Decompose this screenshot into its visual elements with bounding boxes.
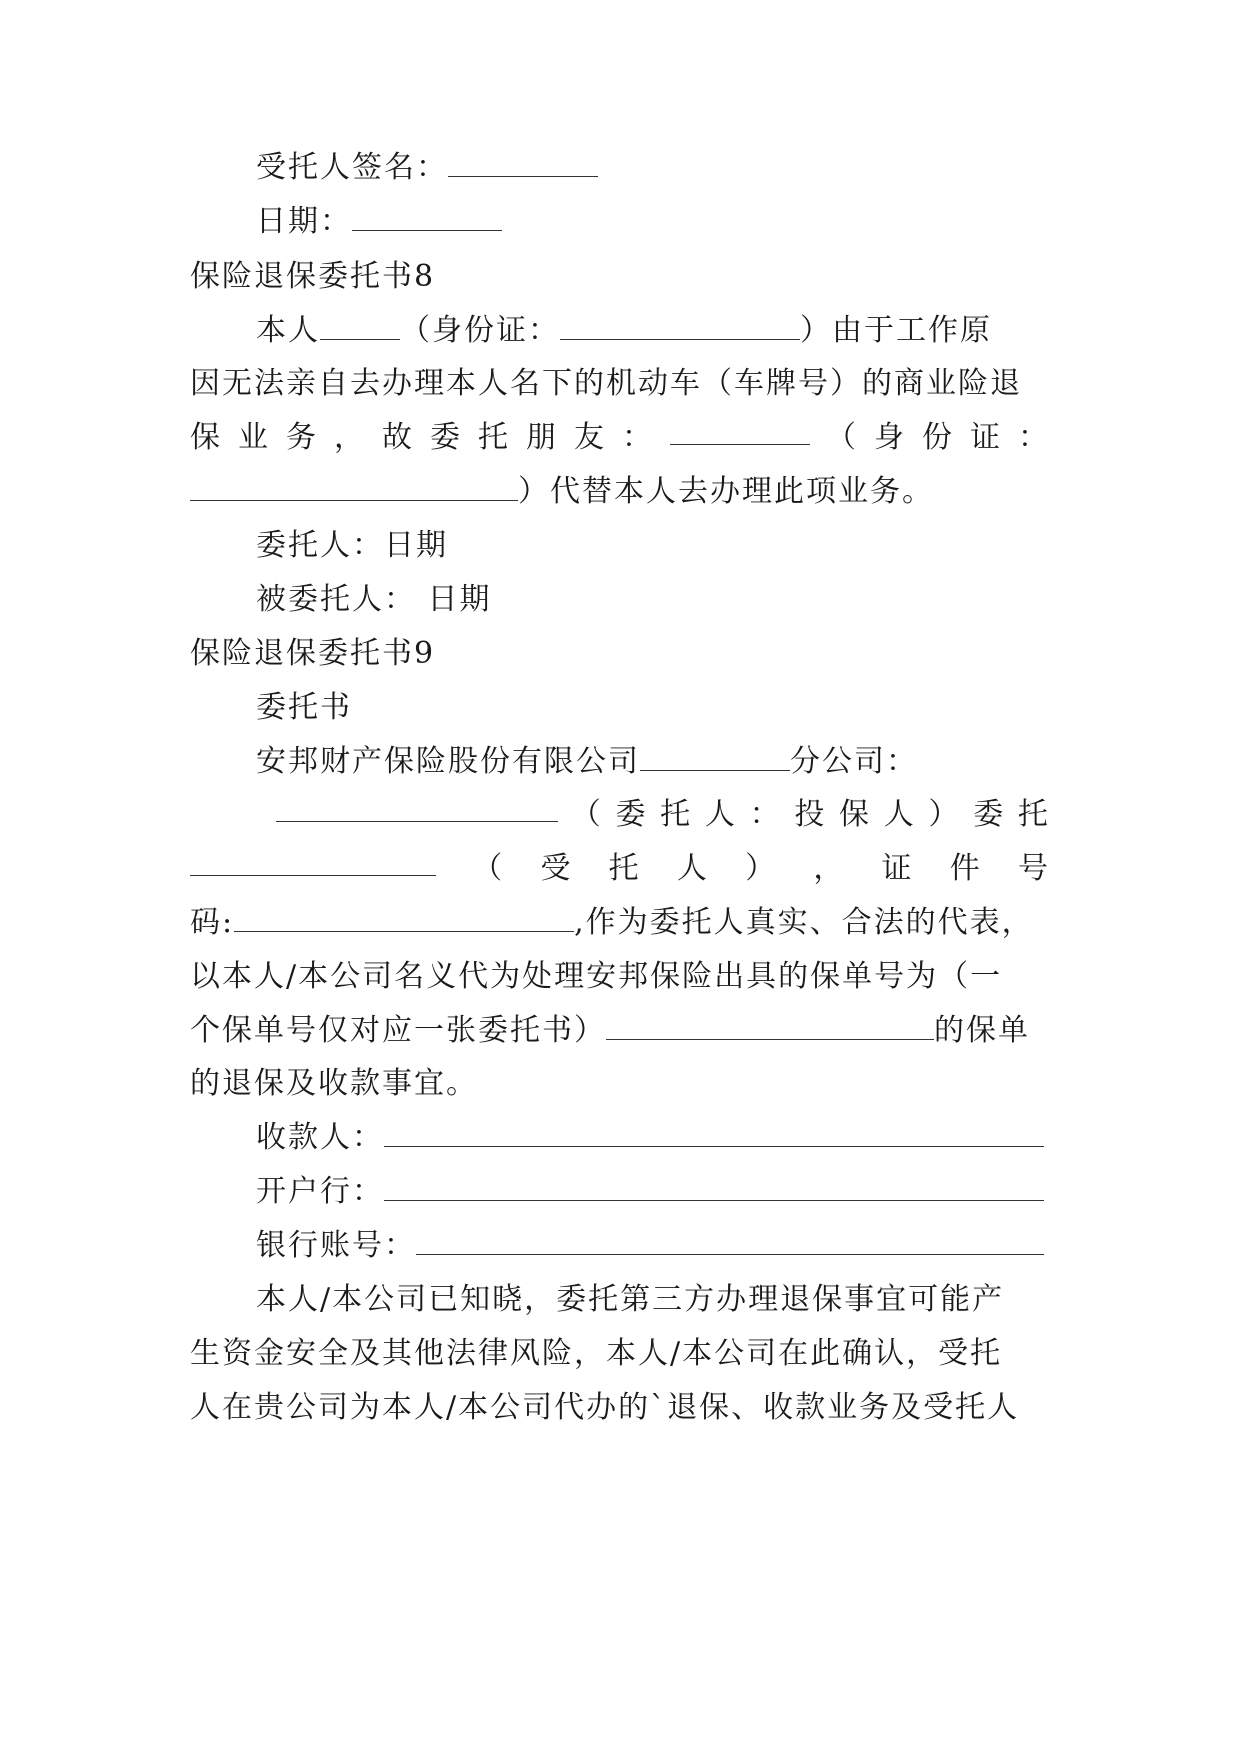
- doc8-char: 证: [970, 420, 1002, 455]
- doc8-para-line-3: [190, 418, 1050, 458]
- doc9-title: 保险退保委托书9: [190, 636, 436, 671]
- doc9-line-1: [276, 795, 1050, 835]
- doc8-char: 务: [286, 420, 318, 455]
- doc8-char: ，: [334, 420, 366, 455]
- date-blank[interactable]: [352, 204, 502, 231]
- doc8-agent-date: 被委托人： 日期: [256, 582, 492, 617]
- doc8-char: ：: [1018, 420, 1050, 455]
- doc8-char: 份: [922, 420, 954, 455]
- doc9-char: 人: [883, 797, 916, 832]
- doc9-line-4: 以本人/本公司名义代为处理安邦保险出具的保单号为（一: [190, 959, 1003, 994]
- doc8-id-label: （身份证：: [400, 313, 560, 348]
- doc9-representative-text: ,作为委托人真实、合法的代表，: [574, 905, 1034, 940]
- doc8-char: 业: [238, 420, 270, 455]
- doc9-bank-blank[interactable]: [384, 1174, 1044, 1201]
- date-line: [256, 202, 1050, 242]
- doc9-bank-line: [256, 1172, 1050, 1212]
- doc8-char: （: [826, 420, 858, 455]
- doc8-closing-text: ）代替本人去办理此项业务。: [518, 474, 934, 509]
- doc8-char: 友: [574, 420, 606, 455]
- doc8-char: ：: [622, 420, 654, 455]
- doc8-para-line-4: [190, 472, 1050, 512]
- doc9-char: 托: [660, 797, 693, 832]
- doc9-branch-blank[interactable]: [640, 744, 790, 771]
- doc9-account-label: 银行账号：: [256, 1228, 416, 1263]
- doc9-char: ）: [745, 851, 778, 886]
- doc9-policy-text: 个保单号仅对应一张委托书）: [190, 1013, 606, 1048]
- doc9-char: 号: [1017, 851, 1050, 886]
- doc9-branch-suffix: 分公司：: [790, 744, 918, 779]
- doc8-char: 身: [874, 420, 906, 455]
- doc8-self-label: 本人: [256, 313, 320, 348]
- doc8-char: 朋: [526, 420, 558, 455]
- doc9-line-3: [190, 903, 1050, 943]
- doc8-reason-text: ）由于工作原: [800, 313, 992, 348]
- doc9-char: （: [570, 797, 603, 832]
- doc9-char: 件: [949, 851, 982, 886]
- doc8-para-line-1: [256, 311, 1050, 351]
- trustee-signature-label: 受托人签名：: [256, 150, 448, 185]
- doc9-policy-suffix: 的保单: [934, 1013, 1030, 1048]
- doc9-line-6: 的退保及收款事宜。: [190, 1066, 478, 1101]
- doc9-notice-line-1: 本人/本公司已知晓，委托第三方办理退保事宜可能产: [256, 1282, 1005, 1317]
- doc9-notice-line-3: 人在贵公司为本人/本公司代办的`退保、收款业务及受托人: [190, 1390, 1020, 1425]
- doc9-char: （: [472, 851, 505, 886]
- doc9-char: 受: [540, 851, 573, 886]
- doc9-account-line: [256, 1226, 1050, 1266]
- doc8-friend-id-blank[interactable]: [190, 474, 518, 501]
- trustee-signature-line: [256, 148, 1050, 188]
- doc8-id-blank[interactable]: [560, 313, 800, 340]
- doc9-code-label: 码:: [190, 905, 235, 940]
- doc8-principal-date: 委托人：日期: [256, 528, 448, 563]
- doc9-char: 证: [881, 851, 914, 886]
- doc9-notice-line-2: 生资金安全及其他法律风险，本人/本公司在此确认，受托: [190, 1336, 1003, 1371]
- doc9-bank-label: 开户行：: [256, 1174, 384, 1209]
- doc8-title: 保险退保委托书8: [190, 259, 436, 294]
- doc9-line-2: [190, 849, 1050, 889]
- doc9-char: 托: [608, 851, 641, 886]
- doc9-principal-blank[interactable]: [276, 795, 558, 822]
- doc9-heading: 委托书: [256, 690, 352, 725]
- trustee-signature-blank[interactable]: [448, 150, 598, 177]
- doc8-friend-blank[interactable]: [670, 418, 810, 445]
- doc9-account-blank[interactable]: [416, 1228, 1044, 1255]
- doc9-trustee-blank[interactable]: [190, 849, 436, 876]
- doc8-char: 委: [430, 420, 462, 455]
- doc9-char: 委: [973, 797, 1006, 832]
- doc8-char: 故: [382, 420, 414, 455]
- doc8-char: 托: [478, 420, 510, 455]
- doc9-char: ）: [928, 797, 961, 832]
- doc9-char: ，: [813, 851, 846, 886]
- doc9-char: 人: [676, 851, 709, 886]
- doc8-name-blank[interactable]: [320, 313, 400, 340]
- doc9-char: 托: [1017, 797, 1050, 832]
- doc9-id-number-blank[interactable]: [234, 905, 574, 932]
- doc9-payee-line: [256, 1118, 1050, 1158]
- doc9-payee-blank[interactable]: [384, 1120, 1044, 1147]
- doc9-char: 委: [615, 797, 648, 832]
- doc9-char: ：: [749, 797, 782, 832]
- doc9-char: 保: [839, 797, 872, 832]
- doc9-payee-label: 收款人：: [256, 1120, 384, 1155]
- doc9-company-line: [256, 742, 1050, 782]
- doc9-char: 人: [704, 797, 737, 832]
- doc9-policy-number-blank[interactable]: [606, 1013, 934, 1040]
- date-label: 日期：: [256, 204, 352, 239]
- doc9-char: 投: [794, 797, 827, 832]
- doc8-para-line-2: 因无法亲自去办理本人名下的机动车（车牌号）的商业险退: [190, 366, 1022, 401]
- doc9-company-name: 安邦财产保险股份有限公司: [256, 744, 640, 779]
- doc8-char: 保: [190, 420, 222, 455]
- doc9-line-5: [190, 1011, 1050, 1051]
